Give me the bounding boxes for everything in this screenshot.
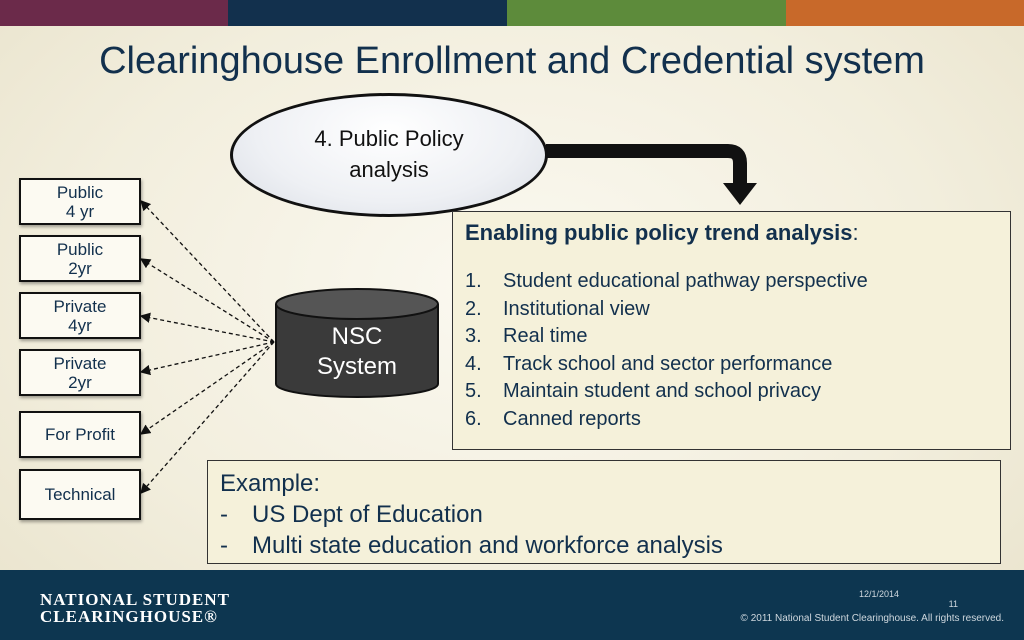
source-public-4yr: Public 4 yr xyxy=(19,178,141,225)
source-technical: Technical xyxy=(19,469,141,520)
example-heading: Example: xyxy=(220,470,321,497)
copyright-notice: © 2011 National Student Clearinghouse. All rights reserved. xyxy=(740,613,1004,624)
page-number: 11 xyxy=(948,599,958,609)
footer-date: 12/1/2014 xyxy=(858,589,899,599)
policy-heading: Enabling public policy trend analysis: xyxy=(465,220,859,245)
policy-list xyxy=(465,268,998,433)
list-item: 2. Institutional view xyxy=(465,297,650,320)
source-public-2yr: Public 2yr xyxy=(19,235,141,282)
slide-title: Clearinghouse Enrollment and Credential system xyxy=(99,40,925,82)
public-policy-label: 4. Public Policy analysis xyxy=(314,126,464,182)
policy-analysis-box xyxy=(452,211,1011,450)
connector-private-2yr xyxy=(141,342,274,372)
source-for-profit: For Profit xyxy=(19,411,141,458)
list-item: 5. Maintain student and school privacy xyxy=(465,380,821,402)
example-box xyxy=(207,460,1001,564)
list-item: 4. Track school and sector performance xyxy=(465,352,833,375)
list-item: 1. Student educational pathway perspective xyxy=(465,270,868,292)
source-private-2yr: Private 2yr xyxy=(19,349,141,396)
list-item: - Multi state education and workforce analysis xyxy=(220,532,723,559)
connector-public-2yr xyxy=(141,259,274,342)
list-item: 3. Real time xyxy=(465,325,588,347)
clearinghouse-logo: NATIONAL STUDENT CLEARINGHOUSE® xyxy=(40,590,230,626)
policy-arrow xyxy=(546,151,757,205)
list-item: - US Dept of Education xyxy=(220,501,483,528)
nsc-system-label: NSC System xyxy=(316,323,397,380)
connector-for-profit xyxy=(141,342,274,434)
source-private-4yr: Private 4yr xyxy=(19,292,141,339)
list-item: 6. Canned reports xyxy=(465,407,641,430)
